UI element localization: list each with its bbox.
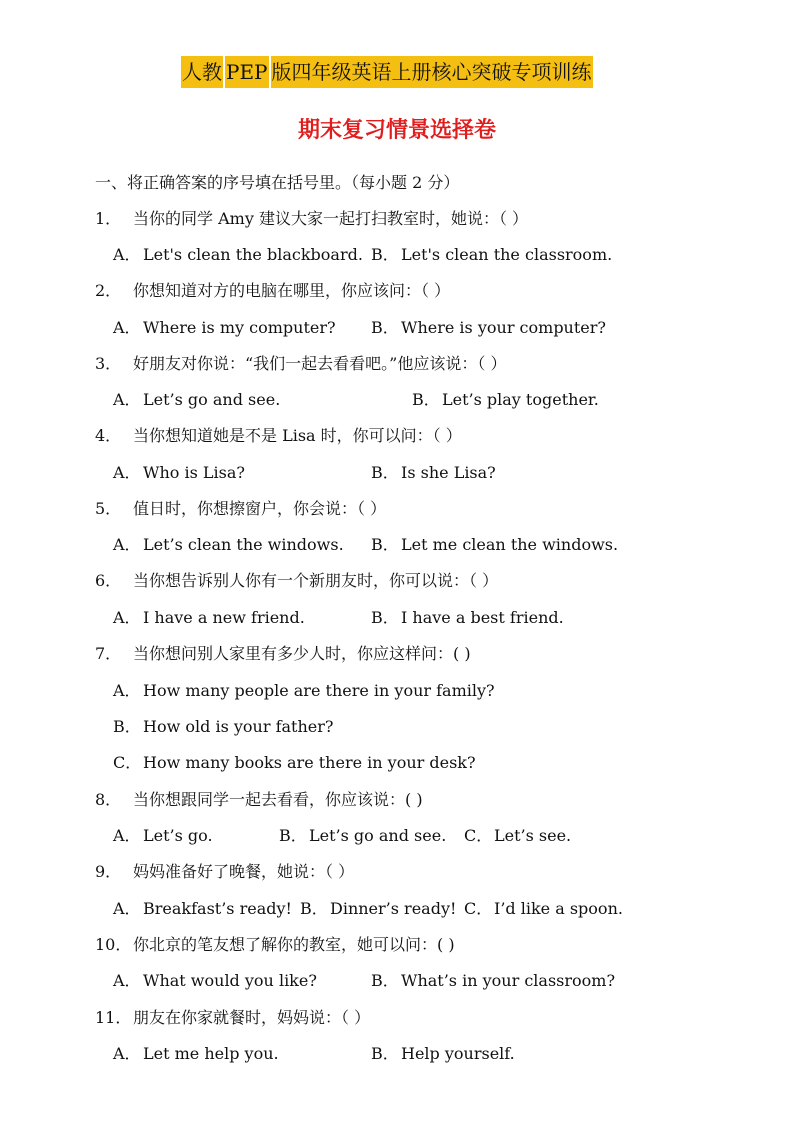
option-letter: B． [371, 1044, 399, 1063]
option-text: How many people are there in your family? [143, 681, 495, 700]
option-letter: A． [113, 1044, 141, 1063]
option-text: Where is my computer? [143, 318, 336, 337]
option-text: Let's clean the classroom. [401, 245, 613, 264]
option-text: I’d like a spoon. [494, 899, 623, 918]
question-9 [95, 860, 354, 884]
option-b [113, 715, 333, 739]
question-text: 你北京的笔友想了解你的教室，她可以问：( ) [133, 935, 455, 954]
option-a [113, 824, 213, 848]
option-a [113, 316, 336, 340]
option-letter: B． [300, 899, 328, 918]
option-a [113, 243, 363, 267]
option-letter: B． [371, 535, 399, 554]
option-text: Where is your computer? [401, 318, 606, 337]
option-text: Let’s go and see. [143, 390, 281, 409]
question-text: 值日时，你想擦窗户，你会说：（ ） [133, 499, 387, 518]
question-number: 11． [95, 1008, 132, 1027]
question-text: 朋友在你家就餐时，妈妈说：（ ） [133, 1008, 371, 1027]
question-2 [95, 279, 450, 303]
option-b [371, 533, 618, 557]
option-text: Let’s play together. [442, 390, 599, 409]
option-letter: B． [371, 971, 399, 990]
question-number: 3． [95, 354, 122, 373]
option-letter: B． [371, 318, 399, 337]
question-number: 9． [95, 862, 122, 881]
option-b [371, 1042, 515, 1066]
question-6 [95, 569, 498, 593]
option-c [113, 751, 476, 775]
option-text: Is she Lisa? [401, 463, 496, 482]
question-text: 当你想告诉别人你有一个新朋友时，你可以说：（ ） [133, 571, 499, 590]
worksheet-title: 期末复习情景选择卷 [297, 118, 496, 143]
option-letter: B． [371, 463, 399, 482]
option-text: Let’s see. [494, 826, 572, 845]
question-number: 1． [95, 209, 122, 228]
question-text: 你想知道对方的电脑在哪里，你应该问：（ ） [133, 281, 451, 300]
option-text: Help yourself. [401, 1044, 515, 1063]
option-letter: B． [371, 608, 399, 627]
option-c [464, 824, 571, 848]
option-letter: B． [279, 826, 307, 845]
option-text: Breakfast’s ready! [143, 899, 292, 918]
question-10 [95, 933, 455, 957]
option-letter: B． [113, 717, 141, 736]
question-8 [95, 788, 423, 812]
question-5 [95, 497, 386, 521]
question-4 [95, 424, 462, 448]
question-number: 10． [95, 935, 132, 954]
question-3 [95, 352, 506, 376]
option-letter: A． [113, 899, 141, 918]
question-11 [95, 1006, 370, 1030]
option-b [279, 824, 446, 848]
option-letter: A． [113, 318, 141, 337]
question-number: 8． [95, 790, 122, 809]
option-letter: C． [464, 899, 493, 918]
question-text: 好朋友对你说：“我们一起去看看吧。”他应该说：（ ） [133, 354, 507, 373]
option-text: Let's clean the blackboard. [143, 245, 363, 264]
option-b [371, 461, 496, 485]
option-letter: B． [412, 390, 440, 409]
option-letter: A． [113, 971, 141, 990]
option-c [464, 897, 623, 921]
option-text: Let me clean the windows. [401, 535, 619, 554]
question-number: 5． [95, 499, 122, 518]
banner-part-3: 版四年级英语上册核心突破专项训练 [271, 56, 593, 88]
option-text: I have a best friend. [401, 608, 564, 627]
question-number: 6． [95, 571, 122, 590]
question-1 [95, 207, 528, 231]
section-heading: 一、将正确答案的序号填在括号里。（每小题 2 分） [95, 173, 460, 192]
banner-part-2: PEP [225, 56, 269, 88]
option-text: How many books are there in your desk? [143, 753, 476, 772]
series-banner [181, 56, 593, 88]
option-a [113, 1042, 279, 1066]
question-text: 当你想问别人家里有多少人时，你应这样问：( ) [133, 644, 471, 663]
question-number: 7． [95, 644, 122, 663]
option-a [113, 461, 245, 485]
question-text: 当你的同学 Amy 建议大家一起打扫教室时，她说：（ ） [133, 209, 529, 228]
option-text: How old is your father? [143, 717, 334, 736]
option-text: Dinner’s ready! [330, 899, 457, 918]
option-letter: A． [113, 681, 141, 700]
question-number: 4． [95, 426, 122, 445]
option-b [371, 316, 606, 340]
option-b [371, 969, 615, 993]
option-letter: A． [113, 245, 141, 264]
question-number: 2． [95, 281, 122, 300]
option-text: Let’s go and see. [309, 826, 447, 845]
option-text: Let me help you. [143, 1044, 279, 1063]
option-letter: B． [371, 245, 399, 264]
option-b [371, 606, 564, 630]
option-a [113, 388, 280, 412]
option-letter: A． [113, 535, 141, 554]
option-letter: A． [113, 826, 141, 845]
question-text: 当你想跟同学一起去看看，你应该说：( ) [133, 790, 423, 809]
question-7 [95, 642, 471, 666]
banner-part-1: 人教 [181, 56, 223, 88]
question-text: 妈妈准备好了晚餐，她说：（ ） [133, 862, 355, 881]
question-text: 当你想知道她是不是 Lisa 时，你可以问：（ ） [133, 426, 462, 445]
option-text: What’s in your classroom? [401, 971, 616, 990]
option-text: What would you like? [143, 971, 317, 990]
option-text: I have a new friend. [143, 608, 305, 627]
option-letter: A． [113, 608, 141, 627]
option-a [113, 897, 292, 921]
option-letter: C． [113, 753, 142, 772]
option-text: Let’s go. [143, 826, 213, 845]
option-b [371, 243, 612, 267]
option-text: Let’s clean the windows. [143, 535, 344, 554]
option-letter: A． [113, 463, 141, 482]
option-a [113, 533, 344, 557]
option-a [113, 606, 305, 630]
option-letter: A． [113, 390, 141, 409]
option-a [113, 969, 317, 993]
option-text: Who is Lisa? [143, 463, 245, 482]
option-letter: C． [464, 826, 493, 845]
option-b [300, 897, 456, 921]
option-b [412, 388, 599, 412]
option-a [113, 679, 495, 703]
